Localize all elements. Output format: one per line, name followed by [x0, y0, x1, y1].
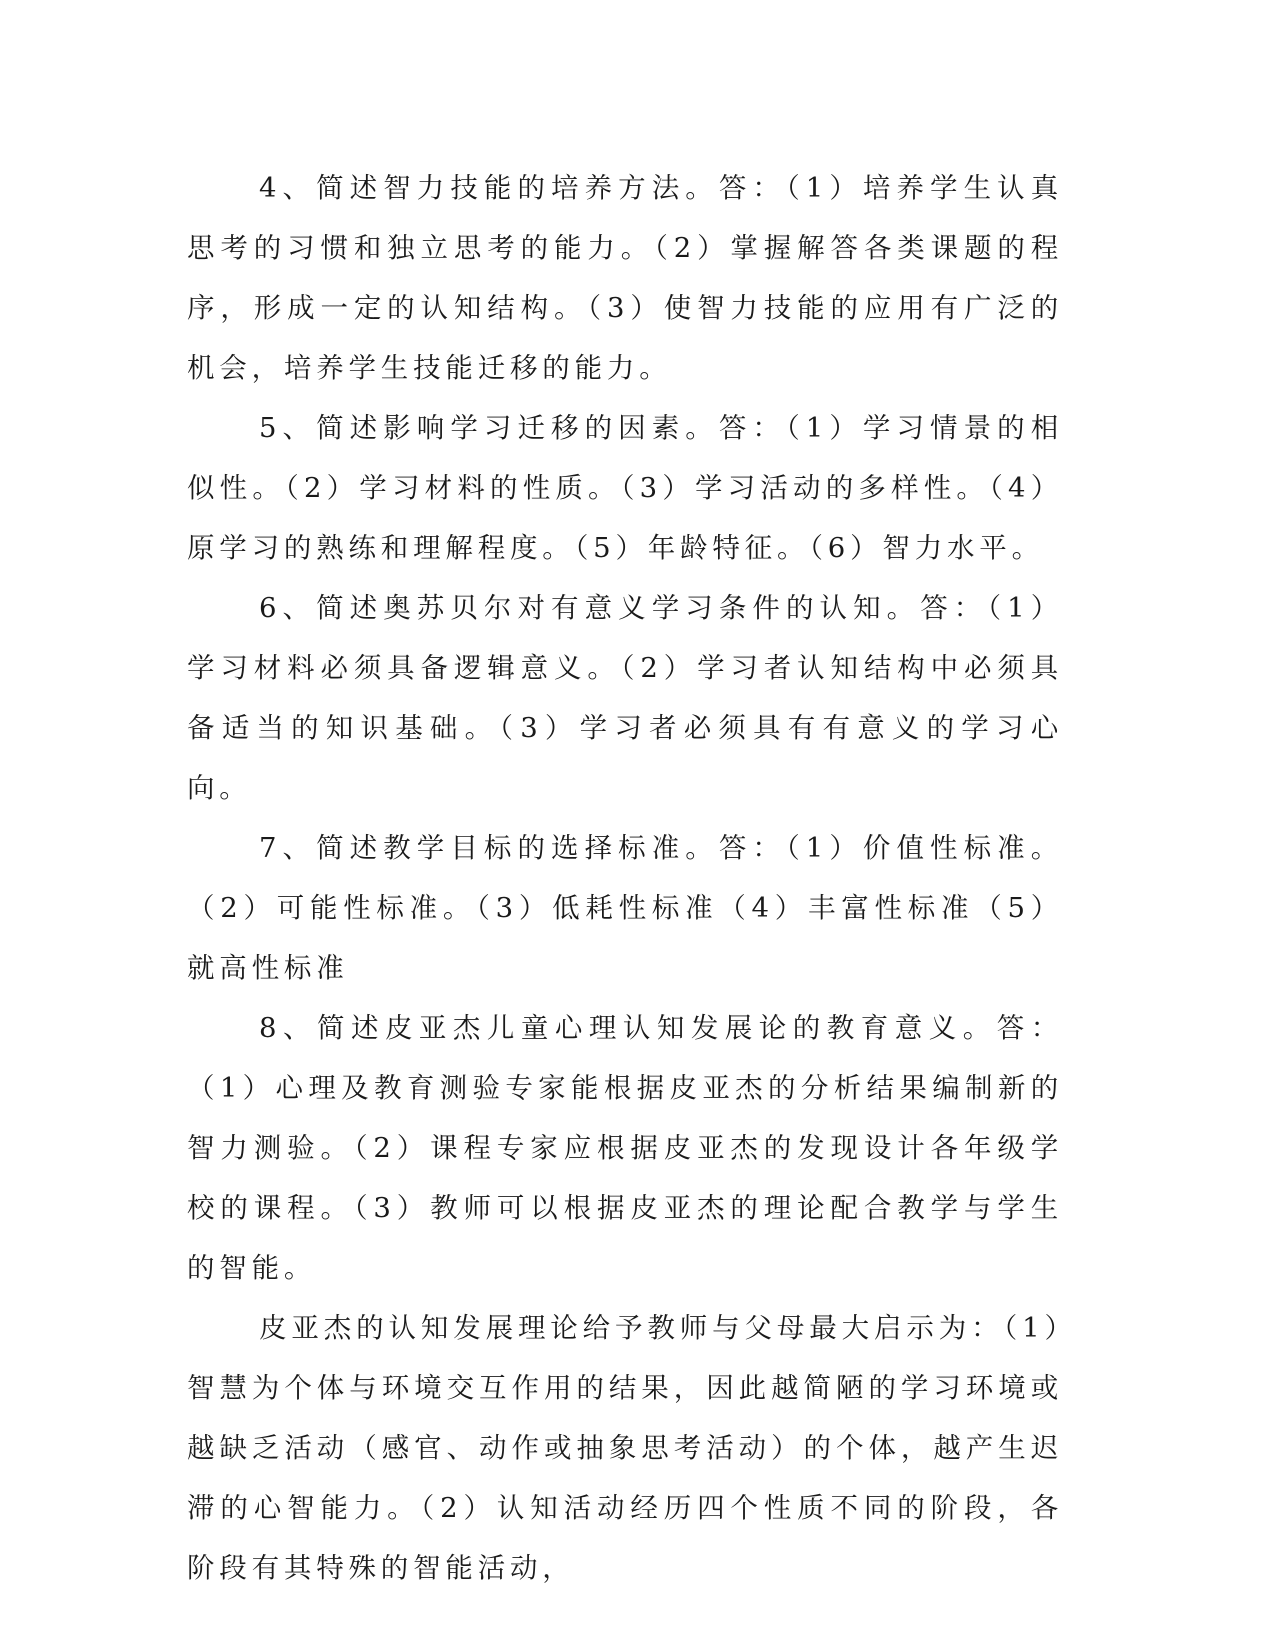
document-body	[187, 158, 1063, 1598]
paragraph-question-4: 4、简述智力技能的培养方法。答：（1）培养学生认真思考的习惯和独立思考的能力。（2）掌握解答各类课题的程序，形成一定的认知结构。（3）使智力技能的应用有广泛的机会，培养学生技能迁移的能力。	[187, 172, 1063, 384]
paragraph-question-8: 8、简述皮亚杰儿童心理认知发展论的教育意义。答：（1）心理及教育测验专家能根据皮亚杰的分析结果编制新的智力测验。（2）课程专家应根据皮亚杰的发现设计各年级学校的课程。（3）教师可以根据皮亚杰的理论配合教学与学生的智能。	[187, 1012, 1063, 1284]
paragraph-question-5: 5、简述影响学习迁移的因素。答：（1）学习情景的相似性。（2）学习材料的性质。（3）学习活动的多样性。（4）原学习的熟练和理解程度。（5）年龄特征。（6）智力水平。	[187, 412, 1063, 564]
paragraph-piaget-implications: 皮亚杰的认知发展理论给予教师与父母最大启示为：（1）智慧为个体与环境交互作用的结果，因此越简陋的学习环境或越缺乏活动（感官、动作或抽象思考活动）的个体，越产生迟滞的心智能力。（2）认知活动经历四个性质不同的阶段，各阶段有其特殊的智能活动，	[187, 1312, 1063, 1584]
paragraph-question-7: 7、简述教学目标的选择标准。答：（1）价值性标准。（2）可能性标准。（3）低耗性标准（4）丰富性标准（5）就高性标准	[187, 832, 1063, 984]
paragraph-question-6: 6、简述奥苏贝尔对有意义学习条件的认知。答：（1）学习材料必须具备逻辑意义。（2）学习者认知结构中必须具备适当的知识基础。（3）学习者必须具有有意义的学习心向。	[187, 592, 1063, 804]
